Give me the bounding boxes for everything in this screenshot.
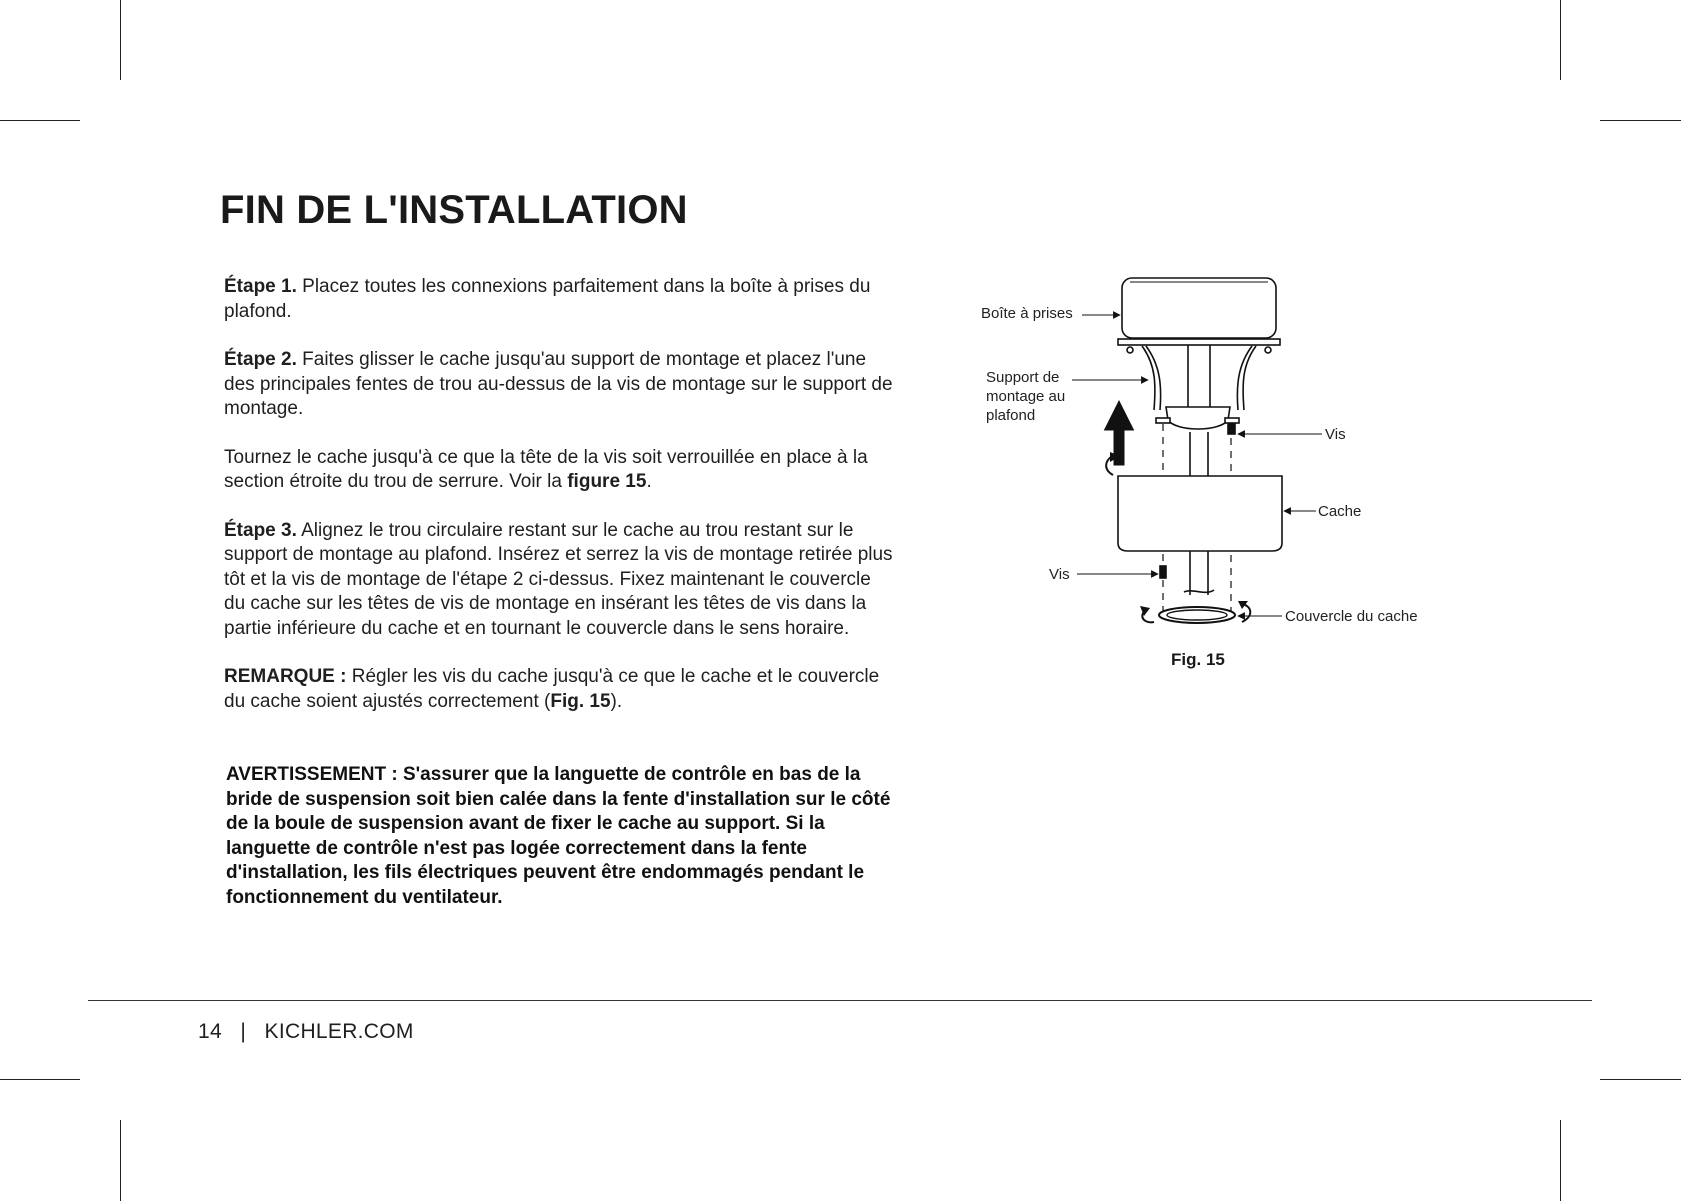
step-2b-end: . [646, 471, 652, 492]
crop-mark [1600, 1079, 1681, 1080]
step-2 [224, 348, 894, 422]
label-canopy-cover: Couvercle du cache [1285, 608, 1418, 625]
junction-box-shape [1122, 278, 1276, 338]
note-figure-reference: Fig. 15 [550, 690, 611, 712]
crop-mark [1600, 120, 1681, 121]
label-screw-bottom: Vis [1049, 566, 1070, 583]
step-1-text: Placez toutes les connexions parfaitement dans la boîte à prises du plafond. [224, 276, 871, 322]
hanger-cup-shape [1166, 407, 1230, 429]
step-3 [224, 519, 894, 642]
crop-mark [120, 0, 121, 80]
label-junction-box: Boîte à prises [981, 305, 1073, 322]
figure-15 [970, 270, 1440, 680]
figure-reference: figure 15 [567, 471, 647, 492]
note-text: Régler les vis du cache jusqu'à ce que le cache et le couvercle du cache soient ajustés correctement ( [224, 666, 880, 712]
step-2-text: Faites glisser le cache jusqu'au support de montage et placez l'une des principales fentes de trou au-dessus de la vis de montage sur le support de montage. [224, 349, 893, 419]
page-title: FIN DE L'INSTALLATION [220, 188, 688, 232]
step-2-label: Étape 2. [224, 349, 297, 370]
page-number: 14 [198, 1020, 222, 1043]
footer [198, 1020, 414, 1044]
step-2b-text: Tournez le cache jusqu'à ce que la tête de la vis soit verrouillée en place à la section étroite du trou de serrure. Voir la [224, 446, 868, 492]
upward-arrow-icon [1111, 410, 1127, 461]
footer-divider [88, 1000, 1592, 1001]
label-screw-top: Vis [1325, 426, 1346, 443]
warning: AVERTISSEMENT : S'assurer que la languette de contrôle en bas de la bride de suspension soit bien calée dans la fente d'installation sur le côté de la boule de suspension avant de fixer le cache au support. Si la languette de contrôle n'est pas logée correctement dans la fente d'installation, les fils électriques peuvent être endommagés pendant le fonctionnement du ventilateur. [226, 764, 891, 908]
crop-mark [1560, 0, 1561, 80]
step-1-label: Étape 1. [224, 276, 297, 297]
crop-mark [0, 1079, 80, 1080]
crop-mark [120, 1120, 121, 1201]
label-canopy: Cache [1318, 503, 1362, 520]
footer-separator: | [240, 1020, 247, 1043]
note-label: REMARQUE : [224, 666, 347, 687]
step-3-label: Étape 3. [224, 519, 297, 541]
crop-mark [0, 120, 80, 121]
label-mounting-bracket: Support de montage au plafond [986, 369, 1066, 424]
step-1 [224, 275, 894, 324]
step-2-continued [224, 446, 894, 495]
footer-site: KICHLER.COM [264, 1020, 414, 1043]
note [224, 665, 894, 714]
canopy-shape [1118, 476, 1282, 551]
step-3-text: Alignez le trou circulaire restant sur le cache au trou restant sur le support de montage au plafond. Insérez et serrez la vis de montage retirée plus tôt et la vis de montage de l'étape 2 ci-dessus. Fixez maintenant le couvercle du cache sur les têtes de vis de montage en insérant les têtes de vis dans la partie inférieure du cache et en tournant le couvercle dans le sens horaire. [224, 519, 893, 639]
crop-mark [1560, 1120, 1561, 1201]
figure-caption: Fig. 15 [1171, 650, 1225, 669]
mounting-plate-shape [1118, 339, 1280, 345]
note-end: ). [610, 690, 623, 712]
instructions [224, 275, 894, 738]
